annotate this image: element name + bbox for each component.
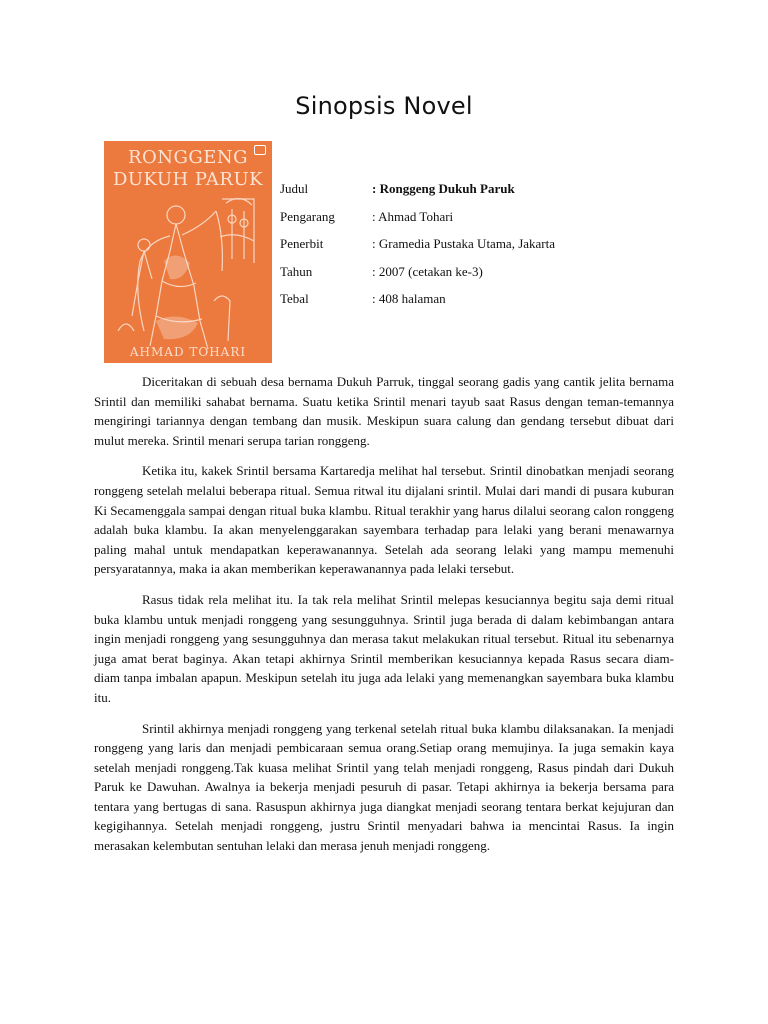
cover-author: AHMAD TOHARI [129, 345, 247, 359]
info-row-publisher [280, 236, 555, 264]
info-label: Tahun [280, 263, 313, 279]
info-row-pages [280, 291, 555, 319]
info-value: : 408 halaman [372, 291, 446, 306]
info-value: : Gramedia Pustaka Utama, Jakarta [372, 236, 556, 251]
synopsis-body [94, 372, 674, 867]
paragraph-4: Srintil akhirnya menjadi ronggeng yang terkenal setelah ritual buka klambu dilaksanakan. Ia menjadi ronggeng yang laris dan menjadi pembicaraan semua orang.Setiap orang memujinya. Ia juga semakin kaya setelah menjadi ronggeng.Tak kuasa melihat Srintil yang telah menjadi ronggeng, Rasus pindah dari Dukuh Paruk ke Dawuhan. Awalnya ia bekerja menjadi pesuruh di pasar. Tetapi akhirnya ia bekerja bersama para tentara yang bertugas di sana. Rasuspun akhirnya juga diangkat menjadi seorang tentara berkat kejujuran dan kegigihannya. Setelah menjadi ronggeng, justru Srintil menyadari bahwa ia mencintai Rasus. Ia ingin merasakan kelembutan sentuhan lelaki dan merasa jenuh menjadi ronggeng. [94, 720, 674, 854]
info-value: : Ronggeng Dukuh Paruk [372, 181, 515, 196]
info-row-title [280, 181, 555, 209]
paragraph-1: Diceritakan di sebuah desa bernama Dukuh Parruk, tinggal seorang gadis yang cantik jelita bernama Srintil dan memiliki sahabat bernama. Suatu ketika Srintil menari tayub saat Rasus dengan teman-temannya mengiringi tariannya dengan tembang dan musik. Meskipun suara calung dan gendang tersebut dibuat dari mulut mereka. Srintil menari serupa tarian ronggeng. [94, 374, 674, 448]
cover-title-line2: DUKUH PARUK [112, 169, 264, 190]
info-label: Judul [280, 181, 309, 196]
paragraph-3: Rasus tidak rela melihat itu. Ia tak rela melihat Srintil melepas kesuciannya begitu saja demi ritual buka klambu untuk menjadi ronggeng yang sesungguhnya. Srintil juga berada di dalam kebimbangan antara ingin menjadi ronggeng yang sesungguhnya dan merasa takut melakukan ritual tersebut. Ritual itu sebenarnya juga amat berat baginya. Akan tetapi akhirnya Srintil memberikan kesuciannya kepada Rasus secara diam-diam tanpa imbalan apapun. Meskipun setelah itu juga ada lelaki yang memenangkan sayembara buka klambu itu. [94, 591, 674, 705]
info-row-author [280, 209, 555, 237]
info-value: : 2007 (cetakan ke-3) [372, 263, 483, 279]
cover-title-line1: RONGGENG [127, 147, 249, 168]
info-value: : Ahmad Tohari [372, 208, 454, 224]
info-label: Penerbit [280, 236, 324, 251]
cover-title [104, 147, 272, 191]
info-row-year [280, 264, 555, 292]
page-title: Sinopsis Novel [295, 92, 473, 120]
info-label: Tebal [280, 291, 309, 306]
book-info-table [280, 181, 555, 319]
info-label: Pengarang [280, 208, 335, 224]
paragraph-2: Ketika itu, kakek Srintil bersama Kartaredja melihat hal tersebut. Srintil dinobatkan menjadi seorang ronggeng setelah melalui beberapa ritual. Semua ritwal itu dijalani srintil. Mulai dari mandi di pusara kuburan Ki Secamenggala sampai dengan ritual buka klambu. Ritual terakhir yang harus dilalui seorang calon ronggeng adalah buka klambu. Ia akan menyelenggarakan sayembara terhadap para lelaki yang berani menawarnya paling mahal untuk mendapatkan keperawanannya. Setelah ada seorang lelaki yang mampu memenuhi persyaratannya, maka ia akan memberikan keperawanannya pada lelaki tersebut. [94, 463, 674, 577]
book-cover [104, 141, 272, 363]
